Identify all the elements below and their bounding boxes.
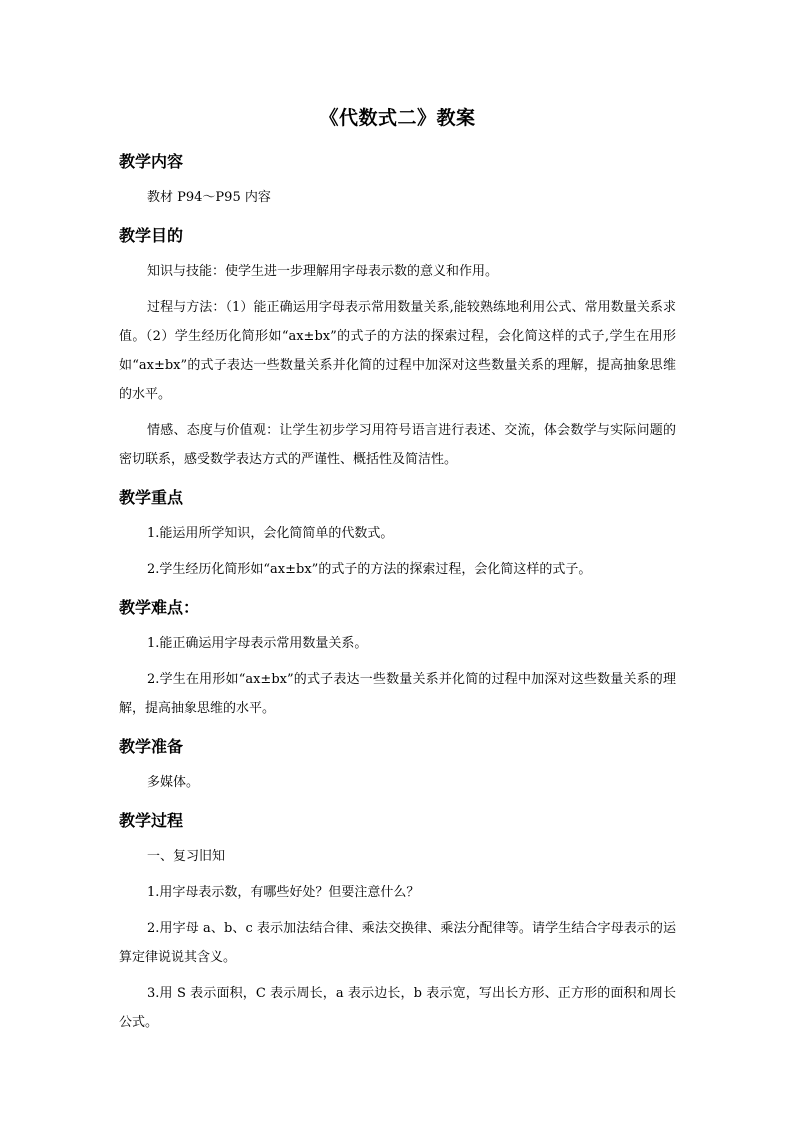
goals-emotion: 情感、态度与价值观：让学生初步学习用符号语言进行表述、交流，体会数学与实际问题的密切联系，感受数学表达方式的严谨性、概括性及简洁性。	[119, 423, 676, 467]
key-point-2: 2.学生经历化简形如“ax±bx”的式子的方法的探索过程，会化简这样的式子。	[147, 562, 592, 577]
difficulty-1: 1.能正确运用字母表示常用数量关系。	[147, 636, 368, 651]
section-heading-difficulties: 教学难点：	[119, 598, 200, 617]
goals-process: 过程与方法：（1）能正确运用字母表示常用数量关系,能较熟练地利用公式、常用数量关系求值。（2）学生经历化简形如“ax±bx”的式子的方法的探索过程，会化简这样的式子,学生在用形如“ax±bx”的式子表达一些数量关系并化简的过程中加深对这些数量关系的理解，提高抽象思维的水平。	[119, 300, 676, 402]
process-subheading-review: 一、复习旧知	[147, 849, 226, 864]
section-heading-content: 教学内容	[119, 152, 184, 171]
document-title: 《代数式二》教案	[319, 107, 476, 129]
preparation-text: 多媒体。	[147, 775, 200, 790]
section-heading-goals: 教学目的	[119, 226, 184, 245]
document-body	[119, 103, 676, 1037]
content-text: 教材 P94～P95 内容	[147, 190, 271, 205]
section-heading-key-points: 教学重点	[119, 488, 184, 507]
section-heading-process: 教学过程	[119, 811, 184, 830]
section-heading-preparation: 教学准备	[119, 737, 184, 756]
process-question-1: 1.用字母表示数，有哪些好处？但要注意什么？	[147, 885, 420, 900]
process-question-3: 3.用 S 表示面积，C 表示周长，a 表示边长，b 表示宽，写出长方形、正方形的面积和周长公式。	[119, 986, 676, 1030]
process-question-2: 2.用字母 a、b、c 表示加法结合律、乘法交换律、乘法分配律等。请学生结合字母表示的运算定律说说其含义。	[119, 921, 676, 965]
goals-knowledge: 知识与技能：使学生进一步理解用字母表示数的意义和作用。	[147, 264, 499, 279]
key-point-1: 1.能运用所学知识，会化简简单的代数式。	[147, 526, 394, 541]
difficulty-2: 2.学生在用形如“ax±bx”的式子表达一些数量关系并化简的过程中加深对这些数量关系的理解，提高抽象思维的水平。	[119, 672, 676, 716]
